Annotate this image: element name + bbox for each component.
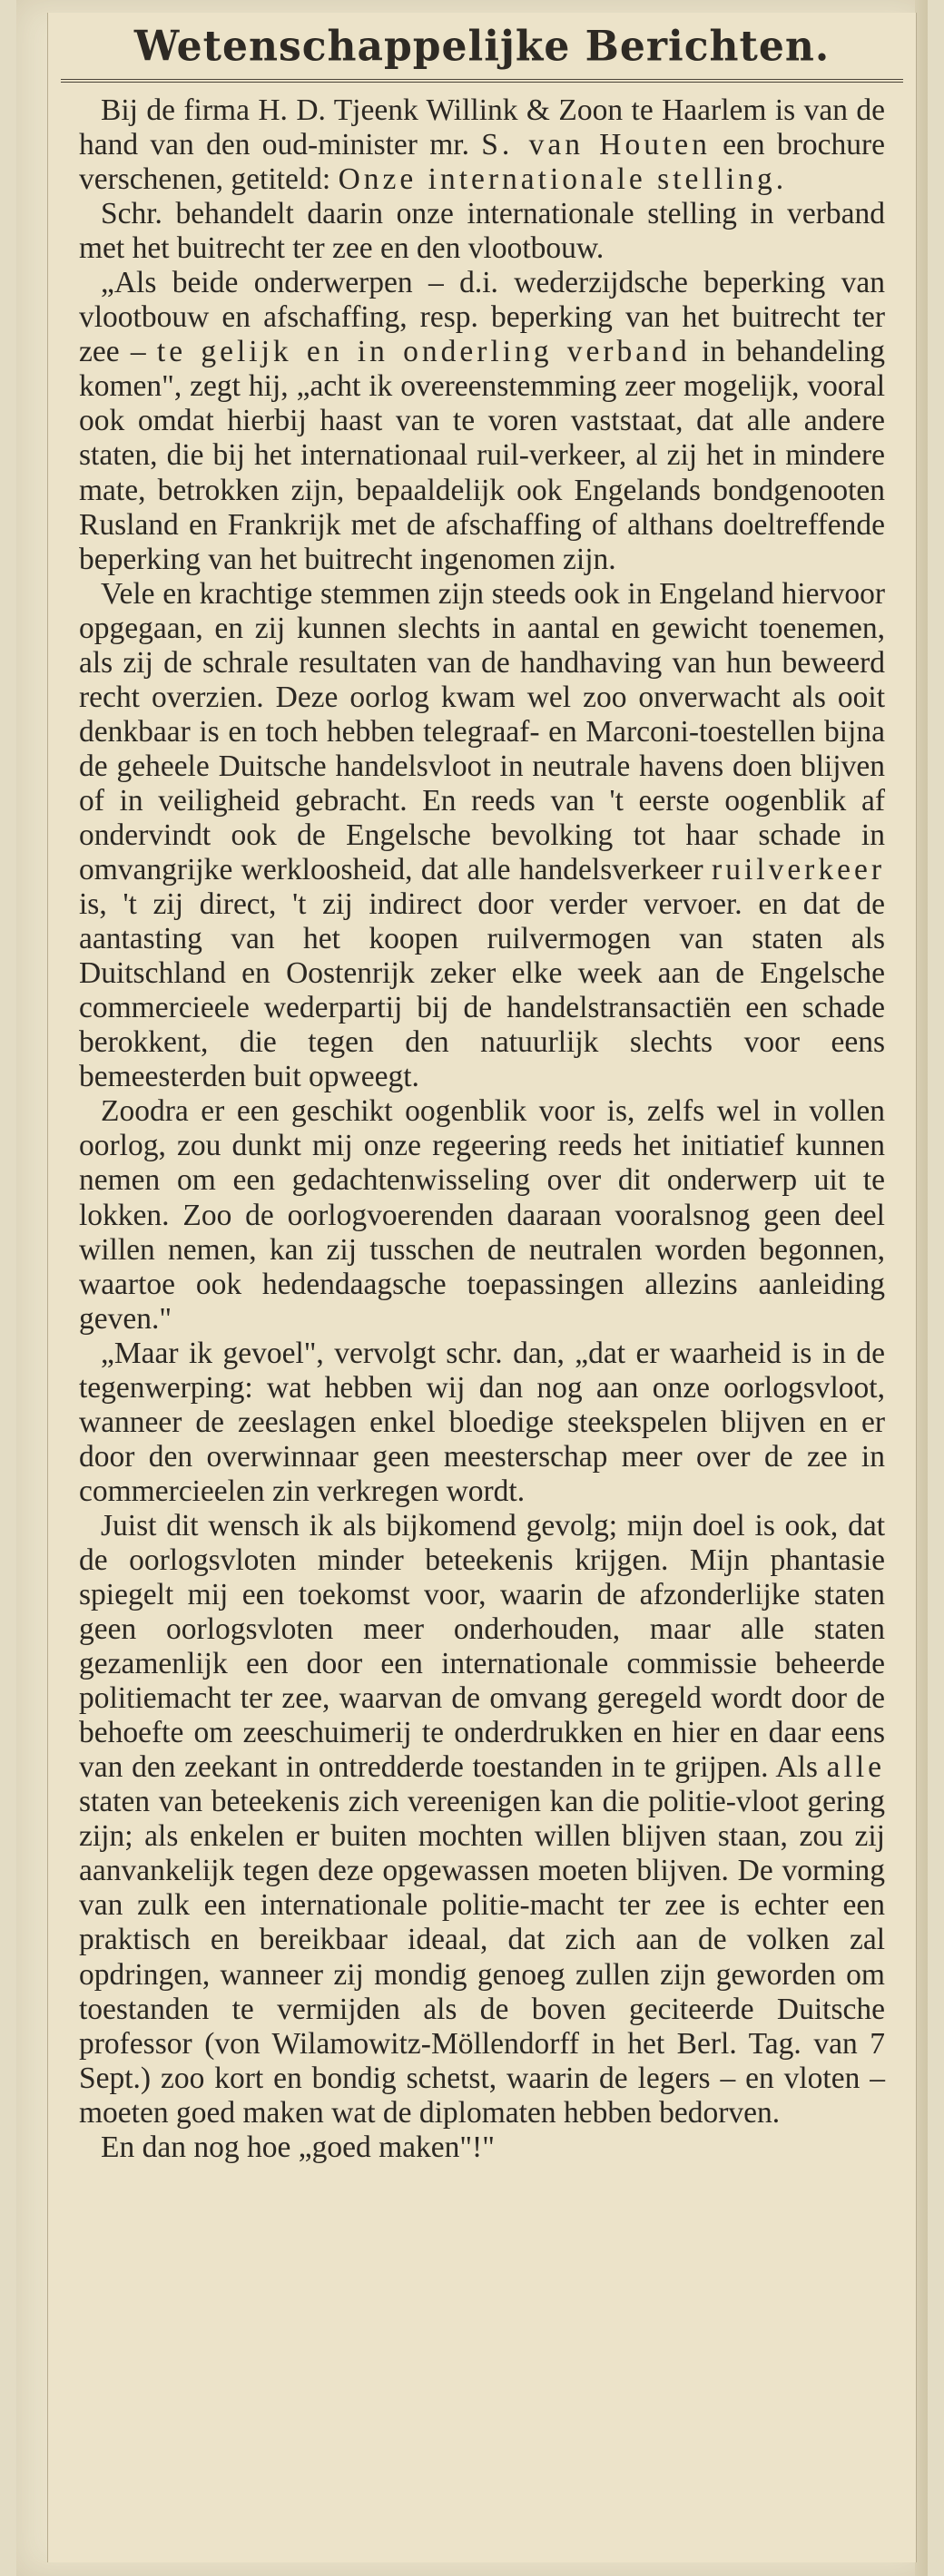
paragraph-text: Zoodra er een geschikt oogenblik voor is, zelfs wel in vollen oorlog, zou dunkt mij onze regeering reeds het initiatief kunnen nemen om een gedachtenwisseling over dit onderwerp uit te lokken. Zoo de oorlogvoerenden daaraan vooralsnog geen deel willen nemen, kan zij tusschen de neutralen worden begonnen, waartoe ook hedendaagsche toepassingen allezins aanleiding geven." bbox=[79, 1094, 885, 1336]
newspaper-clipping bbox=[47, 13, 917, 2562]
paragraph-text: in behandeling komen", zegt hij, „acht ik overeenstemming zeer mogelijk, vooral ook omdat hierbij haast van te voren vaststaat, dat alle andere staten, die bij het internationaal ruil-verkeer, al zij het in mindere mate, betrokken zijn, bepaaldelijk ook Engelands bondgenooten Rusland en Frankrijk met de afschaffing of althans doeltreffende beperking van het buitrecht ingenomen zijn. bbox=[79, 335, 886, 576]
paragraph-text: een brochure verschenen, getiteld: bbox=[79, 128, 886, 197]
paragraph-8 bbox=[79, 2130, 885, 2165]
paragraph-text: Vele en krachtige stemmen zijn steeds ook in Engeland hiervoor opgegaan, en zij kunnen slechts in aantal en gewicht toenemen, als zij de schrale resultaten van de handhaving van hun beweerd recht overzien. Deze oorlog kwam wel zoo onverwacht als ooit denkbaar is en toch hebben telegraaf- en Marconi-toestellen bijna de geheele Duitsche handelsvloot in neutrale havens doen blijven of in veiligheid gebracht. En reeds van 't eerste oogenblik af ondervindt ook de Engelsche bevolking tot haar schade in omvangrijke werkloosheid, dat alle handelsverkeer bbox=[79, 576, 885, 887]
archive-page bbox=[16, 0, 928, 2576]
paragraph-text: En dan nog hoe „goed maken"!" bbox=[101, 2130, 495, 2164]
paragraph-text: „Maar ik gevoel", vervolgt schr. dan, „dat er waarheid is in de tegenwerping: wat hebben wij dan nog aan onze oorlogsvloot, wanneer de zeeslagen enkel bloedige steekspelen blijven en er door den overwinnaar geen meesterschap meer over de zee in commercieelen zin verkregen wordt. bbox=[79, 1336, 885, 1508]
paragraph-text: is, 't zij direct, 't zij indirect door verder vervoer. en dat de aantasting van het koopen ruilvermogen van staten als Duitschland en Oostenrijk zeker elke week aan de Engelsche commercieele wederpartij bij de handelstransactiën een schade berokkent, die tegen den natuurlijk slechts voor eens bemeesterden buit opweegt. bbox=[79, 887, 885, 1094]
paragraph-7 bbox=[79, 1509, 885, 2130]
emphasis-text: te gelijk en in onderling verband bbox=[156, 335, 691, 369]
paragraph-1 bbox=[79, 93, 885, 197]
article-header bbox=[61, 24, 903, 83]
paragraph-text: staten van beteekenis zich vereenigen kan die politie-vloot gering zijn; als enkelen er buiten mochten willen blijven staan, zou zij aanvankelijk tegen deze opgewassen moeten blijven. De vorming van zulk een internationale politie-macht ter zee is echter een praktisch en bereikbaar ideaal, dat zich aan de volken zal opdringen, wanneer zij mondig genoeg zullen zijn geworden om toestanden te vermijden als de boven geciteerde Duitsche professor (von Wilamowitz-Möllendorff in het Berl. Tag. van 7 Sept.) zoo kort en bondig schetst, waarin de legers – en vloten – moeten goed maken wat de diplomaten hebben bedorven. bbox=[79, 1785, 885, 2130]
article-body bbox=[48, 83, 916, 2165]
paragraph-text: Bij de firma H. D. Tjeenk Willink & Zoon te Haarlem is van de hand van den oud-minister mr. bbox=[79, 93, 885, 162]
page-edge bbox=[915, 0, 928, 2576]
paragraph-5 bbox=[79, 1094, 885, 1336]
brochure-title: Onze internationale stelling. bbox=[338, 162, 788, 197]
paragraph-2 bbox=[79, 197, 885, 266]
author-name: S. van Houten bbox=[481, 128, 711, 162]
paragraph-4 bbox=[79, 577, 885, 1095]
article-title: Wetenschappelijke Berichten. bbox=[133, 22, 831, 72]
emphasis-text: alle bbox=[826, 1750, 885, 1785]
paragraph-text: Juist dit wensch ik als bijkomend gevolg; mijn doel is ook, dat de oorlogsvloten minder beteekenis krijgen. Mijn phantasie spiegelt mij een toekomst voor, waarin de afzonderlijke staten geen oorlogsvloten meer onderhouden, maar alle staten gezamenlijk een door een internationale commissie beheerde politiemacht ter zee, waarvan de omvang geregeld wordt door de behoefte om zeeschuimerij te onderdrukken en hier en daar eens van den zeekant in ontredderde toestanden in te grijpen. Als bbox=[79, 1508, 885, 1785]
emphasis-text: ruilverkeer bbox=[712, 853, 885, 887]
paragraph-6 bbox=[79, 1337, 885, 1509]
paragraph-text: Schr. behandelt daarin onze internationale stelling in verband met het buitrecht ter zee en den vlootbouw. bbox=[79, 197, 885, 266]
paragraph-text: „Als beide onderwerpen – d.i. wederzijdsche beperking van vlootbouw en afschaffing, resp. beperking van het buitrecht ter zee – bbox=[79, 266, 885, 369]
paragraph-3 bbox=[79, 266, 885, 576]
